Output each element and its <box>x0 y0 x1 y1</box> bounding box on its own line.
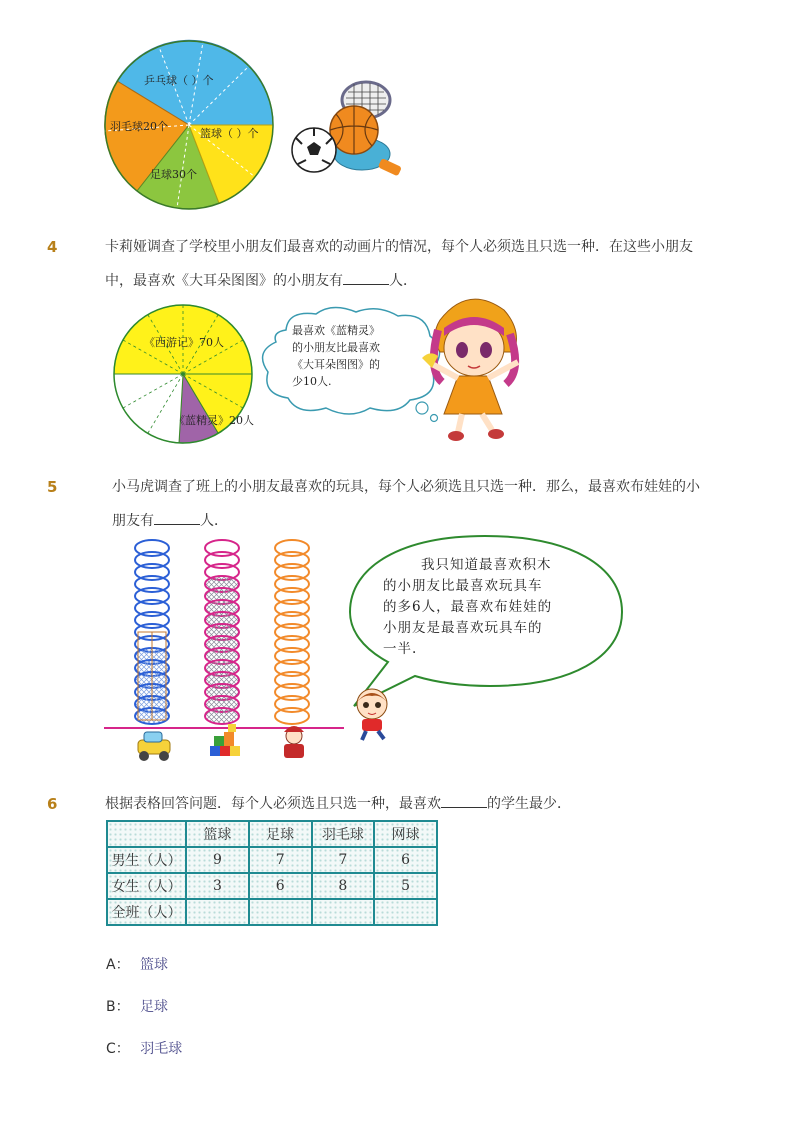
sports-pie-chart <box>104 36 280 220</box>
answer-blank-q4[interactable] <box>343 270 389 285</box>
sports-balls-icon <box>288 80 412 190</box>
table-cell: 3 <box>186 873 249 899</box>
table-cell: 7 <box>249 847 312 873</box>
answer-blank-q6[interactable] <box>441 793 487 808</box>
pie2-label-smurfs: 《蓝精灵》20人 <box>174 414 254 427</box>
bubble-q5-line: 我只知道最喜欢积木 <box>421 557 552 573</box>
bubble-q5-line: 的小朋友比最喜欢玩具车 <box>383 578 543 594</box>
question-6-text <box>105 789 571 819</box>
bubble-q4-line: 最喜欢《蓝精灵》 <box>292 324 380 337</box>
table-cell: 9 <box>186 847 249 873</box>
table-header-cell: 羽毛球 <box>312 821 375 847</box>
question-4-text-line1: 卡莉娅调查了学校里小朋友们最喜欢的动画片的情况，每个人必须选且只选一种．在这些小朋友 <box>105 239 693 255</box>
table-cell-empty[interactable] <box>249 899 312 925</box>
table-header-cell: 网球 <box>374 821 437 847</box>
option-value: 羽毛球 <box>140 1041 183 1057</box>
table-cell: 男生（人） <box>107 847 186 873</box>
table-header-cell: 篮球 <box>186 821 249 847</box>
table-cell: 8 <box>312 873 375 899</box>
pie1-label-football: 足球30个 <box>150 168 197 181</box>
speech-bubble-text-q5 <box>383 555 552 660</box>
bubble-q4-line: 《大耳朵图图》的 <box>292 358 380 371</box>
bubble-q5-line: 的多6人，最喜欢布娃娃的 <box>383 599 553 615</box>
option-b[interactable] <box>106 996 168 1016</box>
option-a[interactable] <box>106 954 168 974</box>
table-cell: 7 <box>312 847 375 873</box>
question-6-text-a: 根据表格回答问题．每个人必须选且只选一种，最喜欢 <box>105 796 441 812</box>
question-4-text-line2 <box>105 266 417 296</box>
girl-cartoon-icon <box>418 290 528 450</box>
sports-preference-table <box>106 820 438 926</box>
toy-car-icon <box>138 732 170 761</box>
table-cell-empty[interactable] <box>312 899 375 925</box>
table-cell: 全班（人） <box>107 899 186 925</box>
question-4-text-a: 中，最喜欢《大耳朵图图》的小朋友有 <box>105 273 343 289</box>
bubble-q5-line: 小朋友是最喜欢玩具车的 <box>383 620 543 636</box>
table-cell-empty[interactable] <box>374 899 437 925</box>
bubble-q4-line: 的小朋友比最喜欢 <box>292 341 380 354</box>
table-header-cell <box>107 821 186 847</box>
pie1-label-pingpong: 乒乓球（ ）个 <box>144 74 214 87</box>
bubble-q4-line: 少10人. <box>292 375 332 388</box>
question-number-6: 6 <box>47 795 58 813</box>
table-header-row <box>107 821 437 847</box>
pie1-label-badminton: 羽毛球20个 <box>110 120 168 133</box>
table-cell: 女生（人） <box>107 873 186 899</box>
option-value: 篮球 <box>140 957 169 973</box>
table-cell: 6 <box>374 847 437 873</box>
question-5-text-line1: 小马虎调查了班上的小朋友最喜欢的玩具，每个人必须选且只选一种．那么，最喜欢布娃娃的小 <box>112 479 700 495</box>
pie1-label-basketball: 篮球（ ）个 <box>200 127 259 140</box>
answer-blank-q5[interactable] <box>154 510 200 525</box>
option-value: 足球 <box>140 999 169 1015</box>
question-number-4: 4 <box>47 238 58 256</box>
table-cell: 6 <box>249 873 312 899</box>
table-cell: 5 <box>374 873 437 899</box>
question-4-text-b: 人． <box>389 273 417 289</box>
option-key: B： <box>106 999 130 1015</box>
bubble-q5-line: 一半. <box>383 641 418 657</box>
ring-stack-pink <box>205 540 239 724</box>
table-header-cell: 足球 <box>249 821 312 847</box>
doll-icon <box>284 726 304 758</box>
table-row <box>107 873 437 899</box>
cartoon-pie-chart <box>108 300 264 450</box>
pie2-label-journey-west: 《西游记》70人 <box>144 336 224 349</box>
toy-ring-stacks <box>104 532 344 772</box>
boy-cartoon-icon <box>350 686 394 742</box>
option-c[interactable] <box>106 1038 182 1058</box>
option-key: C： <box>106 1041 130 1057</box>
option-key: A： <box>106 957 130 973</box>
table-row <box>107 899 437 925</box>
question-5-text-b: 人． <box>200 513 228 529</box>
question-number-5: 5 <box>47 478 58 496</box>
question-5-text-a: 朋友有 <box>112 513 154 529</box>
table-cell-empty[interactable] <box>186 899 249 925</box>
table-row <box>107 847 437 873</box>
question-6-text-b: 的学生最少． <box>487 796 571 812</box>
thought-bubble-text-q4 <box>292 322 380 390</box>
ring-stack-orange <box>275 540 309 724</box>
